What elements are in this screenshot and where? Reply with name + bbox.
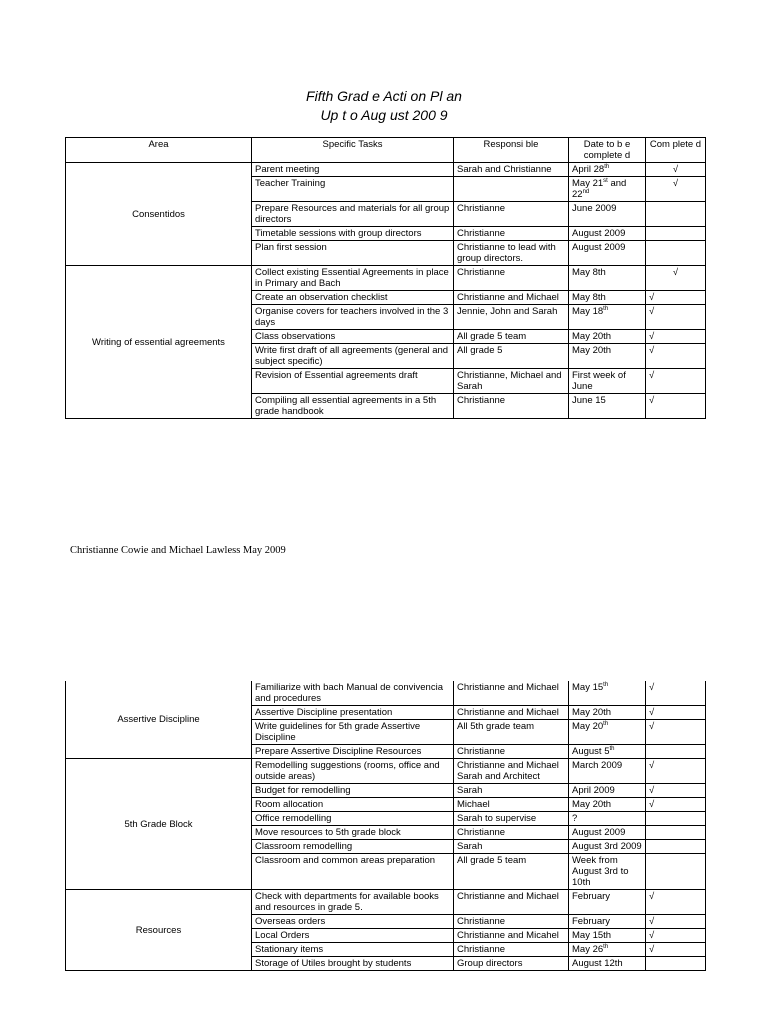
completed-cell xyxy=(646,840,706,854)
date-cell: April 28th xyxy=(569,163,646,177)
completed-cell: √ xyxy=(646,720,706,745)
area-cell: Writing of essential agreements xyxy=(66,266,252,419)
author-note: Christianne Cowie and Michael Lawless May 2009 xyxy=(70,545,286,556)
date-cell: February xyxy=(569,915,646,929)
table-row xyxy=(66,890,706,915)
responsible-cell: Christianne xyxy=(454,227,569,241)
task-cell: Compiling all essential agreements in a 5th grade handbook xyxy=(252,394,454,419)
completed-cell: √ xyxy=(646,759,706,784)
superscript: th xyxy=(609,745,615,752)
responsible-cell: Christianne and Michael xyxy=(454,890,569,915)
completed-cell: √ xyxy=(646,344,706,369)
date-cell: August 2009 xyxy=(569,826,646,840)
task-cell: Stationary items xyxy=(252,943,454,957)
date-cell: June 2009 xyxy=(569,202,646,227)
date-cell: May 18th xyxy=(569,305,646,330)
area-cell: Assertive Discipline xyxy=(66,681,252,759)
completed-cell: √ xyxy=(646,798,706,812)
responsible-cell: Christianne xyxy=(454,745,569,759)
document-title: Fifth Grad e Acti on Pl an xyxy=(306,88,462,104)
task-cell: Teacher Training xyxy=(252,177,454,202)
responsible-cell: Michael xyxy=(454,798,569,812)
date-cell: May 21st and 22nd xyxy=(569,177,646,202)
superscript: th xyxy=(603,681,609,688)
responsible-cell: Sarah xyxy=(454,840,569,854)
table-row xyxy=(66,266,706,291)
responsible-cell: Christianne xyxy=(454,915,569,929)
date-cell: August 2009 xyxy=(569,227,646,241)
completed-cell xyxy=(646,202,706,227)
action-plan-table-1 xyxy=(65,137,706,419)
table-row xyxy=(66,681,706,706)
date-cell: Week from August 3rd to 10th xyxy=(569,854,646,890)
date-cell: May 20th xyxy=(569,706,646,720)
date-cell: May 15th xyxy=(569,681,646,706)
task-cell: Organise covers for teachers involved in the 3 days xyxy=(252,305,454,330)
date-cell: May 20th xyxy=(569,344,646,369)
completed-cell xyxy=(646,826,706,840)
completed-cell: √ xyxy=(646,929,706,943)
action-plan-table-2 xyxy=(65,681,706,971)
task-cell: Class observations xyxy=(252,330,454,344)
task-cell: Classroom remodelling xyxy=(252,840,454,854)
date-cell: May 20th xyxy=(569,798,646,812)
date-cell: August 2009 xyxy=(569,241,646,266)
completed-cell: √ xyxy=(646,305,706,330)
date-cell: April 2009 xyxy=(569,784,646,798)
completed-cell: √ xyxy=(646,681,706,706)
completed-cell: √ xyxy=(646,943,706,957)
completed-cell: √ xyxy=(646,266,706,291)
completed-cell xyxy=(646,745,706,759)
completed-cell: √ xyxy=(646,291,706,305)
task-cell: Timetable sessions with group directors xyxy=(252,227,454,241)
task-cell: Storage of Utiles brought by students xyxy=(252,957,454,971)
completed-cell: √ xyxy=(646,330,706,344)
completed-cell xyxy=(646,854,706,890)
completed-cell xyxy=(646,227,706,241)
responsible-cell: Christianne xyxy=(454,826,569,840)
responsible-cell: Christianne and Michael Sarah and Architect xyxy=(454,759,569,784)
completed-cell: √ xyxy=(646,177,706,202)
header-responsible: Responsi ble xyxy=(454,138,569,163)
completed-cell: √ xyxy=(646,784,706,798)
task-cell: Check with departments for available books and resources in grade 5. xyxy=(252,890,454,915)
responsible-cell: Christianne and Michael xyxy=(454,681,569,706)
task-cell: Create an observation checklist xyxy=(252,291,454,305)
completed-cell: √ xyxy=(646,890,706,915)
completed-cell: √ xyxy=(646,394,706,419)
task-cell: Classroom and common areas preparation xyxy=(252,854,454,890)
task-cell: Revision of Essential agreements draft xyxy=(252,369,454,394)
date-cell: February xyxy=(569,890,646,915)
responsible-cell: Christianne xyxy=(454,943,569,957)
area-cell: Consentidos xyxy=(66,163,252,266)
date-cell: June 15 xyxy=(569,394,646,419)
task-cell: Budget for remodelling xyxy=(252,784,454,798)
responsible-cell: Christianne, Michael and Sarah xyxy=(454,369,569,394)
task-cell: Write first draft of all agreements (general and subject specific) xyxy=(252,344,454,369)
document-subtitle: Up t o Aug ust 200 9 xyxy=(320,107,448,123)
header-completed: Com plete d xyxy=(646,138,706,163)
date-cell: August 3rd 2009 xyxy=(569,840,646,854)
responsible-cell: Christianne and Micahel xyxy=(454,929,569,943)
task-cell: Office remodelling xyxy=(252,812,454,826)
responsible-cell: All grade 5 team xyxy=(454,854,569,890)
completed-cell: √ xyxy=(646,163,706,177)
table-row xyxy=(66,163,706,177)
date-cell: May 8th xyxy=(569,291,646,305)
task-cell: Plan first session xyxy=(252,241,454,266)
date-cell: May 20th xyxy=(569,720,646,745)
task-cell: Parent meeting xyxy=(252,163,454,177)
date-cell: May 20th xyxy=(569,330,646,344)
superscript: nd xyxy=(582,188,590,195)
date-cell: August 5th xyxy=(569,745,646,759)
responsible-cell: Christianne to lead with group directors. xyxy=(454,241,569,266)
completed-cell: √ xyxy=(646,706,706,720)
responsible-cell: Christianne xyxy=(454,266,569,291)
date-cell: March 2009 xyxy=(569,759,646,784)
task-cell: Local Orders xyxy=(252,929,454,943)
superscript: th xyxy=(603,943,609,950)
task-cell: Familiarize with bach Manual de convivencia and procedures xyxy=(252,681,454,706)
task-cell: Room allocation xyxy=(252,798,454,812)
table-header-row xyxy=(66,138,706,163)
completed-cell xyxy=(646,812,706,826)
responsible-cell: All 5th grade team xyxy=(454,720,569,745)
responsible-cell xyxy=(454,177,569,202)
task-cell: Prepare Assertive Discipline Resources xyxy=(252,745,454,759)
date-cell: May 26th xyxy=(569,943,646,957)
responsible-cell: Christianne and Michael xyxy=(454,291,569,305)
responsible-cell: Christianne xyxy=(454,202,569,227)
completed-cell: √ xyxy=(646,915,706,929)
completed-cell xyxy=(646,957,706,971)
responsible-cell: Christianne xyxy=(454,394,569,419)
date-cell: August 12th xyxy=(569,957,646,971)
date-cell: ? xyxy=(569,812,646,826)
task-cell: Move resources to 5th grade block xyxy=(252,826,454,840)
task-cell: Write guidelines for 5th grade Assertive Discipline xyxy=(252,720,454,745)
responsible-cell: Jennie, John and Sarah xyxy=(454,305,569,330)
responsible-cell: Group directors xyxy=(454,957,569,971)
date-cell: May 15th xyxy=(569,929,646,943)
responsible-cell: Sarah and Christianne xyxy=(454,163,569,177)
superscript: th xyxy=(604,163,610,170)
header-date-to-be-completed: Date to b e complete d xyxy=(569,138,646,163)
table-row xyxy=(66,759,706,784)
superscript: st xyxy=(603,177,608,184)
superscript: th xyxy=(603,305,609,312)
responsible-cell: All grade 5 xyxy=(454,344,569,369)
task-cell: Overseas orders xyxy=(252,915,454,929)
completed-cell: √ xyxy=(646,369,706,394)
header-area: Area xyxy=(66,138,252,163)
area-cell: Resources xyxy=(66,890,252,971)
date-cell: First week of June xyxy=(569,369,646,394)
superscript: th xyxy=(603,720,609,727)
area-cell: 5th Grade Block xyxy=(66,759,252,890)
responsible-cell: Sarah to supervise xyxy=(454,812,569,826)
responsible-cell: Christianne and Michael xyxy=(454,706,569,720)
responsible-cell: All grade 5 team xyxy=(454,330,569,344)
responsible-cell: Sarah xyxy=(454,784,569,798)
header-specific-tasks: Specific Tasks xyxy=(252,138,454,163)
task-cell: Assertive Discipline presentation xyxy=(252,706,454,720)
task-cell: Remodelling suggestions (rooms, office and outside areas) xyxy=(252,759,454,784)
date-cell: May 8th xyxy=(569,266,646,291)
task-cell: Collect existing Essential Agreements in place in Primary and Bach xyxy=(252,266,454,291)
task-cell: Prepare Resources and materials for all group directors xyxy=(252,202,454,227)
completed-cell xyxy=(646,241,706,266)
